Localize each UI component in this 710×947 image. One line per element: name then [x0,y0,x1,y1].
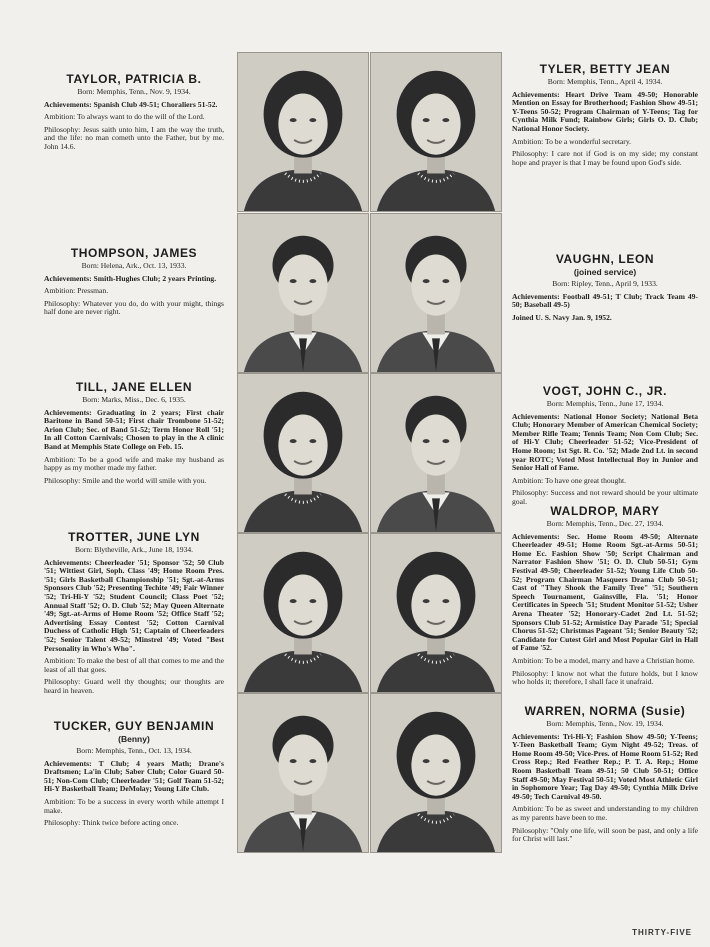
student-joined: Joined U. S. Navy Jan. 9, 1952. [512,312,612,322]
student-achievements: Achievements: T Club; 4 years Math; Drane's Draftsmen; La'in Club; Saber Club; Color Guard 50-51; Non-Com Club; Cheerleader '51; Golf Team 51-52; Hi-Y Basketball Team; DeMolay; Young Life Club. [44,758,224,794]
student-philosophy: Philosophy: I know not what the future holds, but I know who holds it; therefore, I shall face it unafraid. [512,668,698,687]
student-name: TUCKER, GUY BENJAMIN [53,719,215,733]
portrait-taylor [237,52,369,212]
student-name: WALDROP, MARY [550,504,660,518]
student-ambition: Ambition: To be a model, marry and have a Christian home. [512,655,695,665]
entry-taylor [44,72,224,156]
student-born: Born: Blytheville, Ark., June 18, 1934. [74,545,194,554]
portrait-vaughn [370,213,502,373]
student-born: Born: Memphis, Tenn., Nov. 9, 1934. [77,87,191,96]
student-philosophy: Philosophy: Think twice before acting once. [44,818,179,828]
student-achievements: Achievements: Football 49-51; T Club; Track Team 49-50; Baseball 49-5) [512,291,698,310]
student-ambition: Ambition: To be a wonderful secretary. [512,136,632,146]
student-born: Born: Helena, Ark., Oct. 13, 1933. [81,261,187,270]
student-philosophy: Philosophy: "Only one life, will soon be past, and only a life for Christ will last." [512,825,698,844]
student-born: Born: Ripley, Tenn., April 9, 1933. [552,279,658,288]
student-born: Born: Memphis, Tenn., Dec. 27, 1934. [546,519,664,528]
student-achievements: Achievements: Smith-Hughes Club; 2 years Printing. [44,273,217,283]
student-born: Born: Marks, Miss., Dec. 6, 1935. [82,395,186,404]
student-born: Born: Memphis, Tenn., Oct. 13, 1934. [76,746,192,755]
student-name: WARREN, NORMA (Susie) [524,704,686,718]
entry-tyler [512,62,698,171]
student-ambition: Ambition: To be as sweet and understanding to my children as my parents have been to me. [512,804,698,822]
student-achievements: Achievements: Tri-Hi-Y; Fashion Show 49-50; Y-Teens; Y-Teen Basketball Team; Gym Night 49-52; Treas. of Home Room 49-50; Vice-Pres. of Home Room 51-52; Red Cross Rep.; Red Feather Rep.; P. T. A. Rep.; Home Room Basketball Team 49-51; 50 Club 50-51; Office Staff 49-50; May Festival 50-51; Voted Most Athletic Girl in Sophomore Year; Tag Day 49-50; Cynthia Milk Drive 49-50; Tech Carnival 49-50. [512,731,698,801]
student-born: Born: Memphis, Tenn., Nov. 19, 1934. [546,719,664,728]
portrait-trotter [237,533,369,693]
student-name: TAYLOR, PATRICIA B. [66,72,202,86]
student-achievements: Achievements: Heart Drive Team 49-50; Honorable Mention on Essay for Brotherhood; Fashion Show 49-51; Y-Teens 50-52; Program Chairman of Y-Teens; Tag for Cynthia Milk Fund; Rainbow Girls; Girls O. D. Club; National Honor Society. [512,89,698,133]
student-ambition: Ambition: To always want to do the will of the Lord. [44,112,205,122]
student-ambition: Ambition: To make the best of all that comes to me and the least of all that goes. [44,656,224,674]
student-name: VOGT, JOHN C., JR. [542,384,668,398]
student-note: (joined service) [573,267,637,277]
entry-thompson [44,246,224,321]
student-ambition: Ambition: To be a success in every worth while attempt I make. [44,796,224,815]
portrait-tyler [370,52,502,212]
entry-till [44,380,224,489]
student-name: TROTTER, JUNE LYN [68,530,200,544]
student-ambition: Ambition: To be a good wife and make my husband as happy as my mother made my father. [44,454,224,473]
student-achievements: Achievements: Sec. Home Room 49-50; Alternate Cheerleader 49-51; Home Room Sgt.-at-Arms 50-51; Home Ec. Fashion Show '50; Script Chairman and Narrator Fashion Show '51; O. D. Club 50-51; Gym Festival 49-50; Cheerleader 51-52; Young Life Club 50-52; Program Chairman Masquers Drama Club 50-51; Cast of "They Shook the Family Tree" '51; Southern Speech Tournament, Gainsville, Fla. '51; Honor Certificates in Speech '51; Student Monitor 51-52; Usher Arena Theater '52; Honorary-Cadet 2nd Lt. 51-52; Sponsors Club 51-52; Armistice Day Parade '51; Special Chorus 51-52; Christmas Pageant '51; Senior Beauty '52; Candidate for Cutest Girl and Most Popular Girl in Hall of Fame '52. [512,531,698,653]
student-name: TILL, JANE ELLEN [75,380,193,394]
student-philosophy: Philosophy: Jesus saith unto him, I am the way the truth, and the life: no man cometh unto the Father, but by me. John 14.6. [44,124,224,151]
student-achievements: Achievements: Spanish Club 49-51; Choraliers 51-52. [44,99,218,109]
student-philosophy: Philosophy: Success and not reward should be your ultimate goal. [512,488,698,506]
student-born: Born: Memphis, Tenn., April 4, 1934. [547,77,663,86]
student-name: TYLER, BETTY JEAN [539,62,671,76]
student-philosophy: Philosophy: Whatever you do, do with your might, things half done are never right. [44,298,224,317]
student-achievements: Achievements: National Honor Society; National Beta Club; Honorary Member of American Chemical Society; Member Rifle Team; Tennis Team; Non Com Club; Sec. of Hi-Y Club; Cheerleader 51-52; Vice-President of Home Room; 1st Sgt. R. Co. '52; Made 2nd Lt. in second year ROTC; Voted Most Intellectual Boy in Junior and Senior Hall of Fame. [512,411,698,473]
portrait-warren [370,693,502,853]
portrait-waldrop [370,533,502,693]
student-achievements: Achievements: Cheerleader '51; Sponsor '52; 50 Club '51; Wittiest Girl, Soph. Class '49; Home Room Pres. '51; Girls Basketball Championship '51; Sgt.-at-Arms Sponsors Club '52; Presenting Techite '49; Fair Winner '52; Tri-Hi-Y '52; Student Council; Class Poet '52; Annual Staff '52; O. D. Club '52; May Queen Alternate '49; Sgt.-at-Arms of Home Room '52; Office Staff '52; Advertising Essay Contest '52; Cotton Carnival Duchess of Catholic High '51; Captain of Cheerleaders '52; Senior Talent 49-52; Minstrel '49; Voted "Best Personality in Who's Who". [44,557,224,653]
entry-warren [512,704,698,848]
entry-trotter [44,530,224,700]
student-name: THOMPSON, JAMES [70,246,198,260]
student-philosophy: Philosophy: I care not if God is on my side; my constant hope and prayer is that I may be found upon God's side. [512,149,698,167]
portrait-till [237,373,369,533]
page-number: THIRTY-FIVE [632,928,692,937]
entry-tucker [44,719,224,832]
student-born: Born: Memphis, Tenn., June 17, 1934. [546,399,664,408]
student-ambition: Ambition: To have one great thought. [512,475,627,485]
student-achievements: Achievements: Graduating in 2 years; First chair Baritone in Band 50-51; First chair Trombone 51-52; Arion Club; Sec. of Band 51-52; Term Honor Roll '51; In all Cotton Carnivals; Chosen to play in the A clinic Band at Memphis State College on Feb. 15. [44,407,224,451]
student-name: VAUGHN, LEON [555,252,655,266]
entry-waldrop [512,504,698,691]
student-ambition: Ambition: Pressman. [44,286,109,296]
student-nickname: (Benny) [118,734,150,744]
student-philosophy: Philosophy: Smile and the world will smile with you. [44,475,207,485]
entry-vogt [512,384,698,511]
entry-vaughn [512,252,698,326]
portrait-vogt [370,373,502,533]
portrait-thompson [237,213,369,373]
portrait-tucker [237,693,369,853]
student-philosophy: Philosophy: Guard well thy thoughts; our thoughts are heard in heaven. [44,677,224,695]
